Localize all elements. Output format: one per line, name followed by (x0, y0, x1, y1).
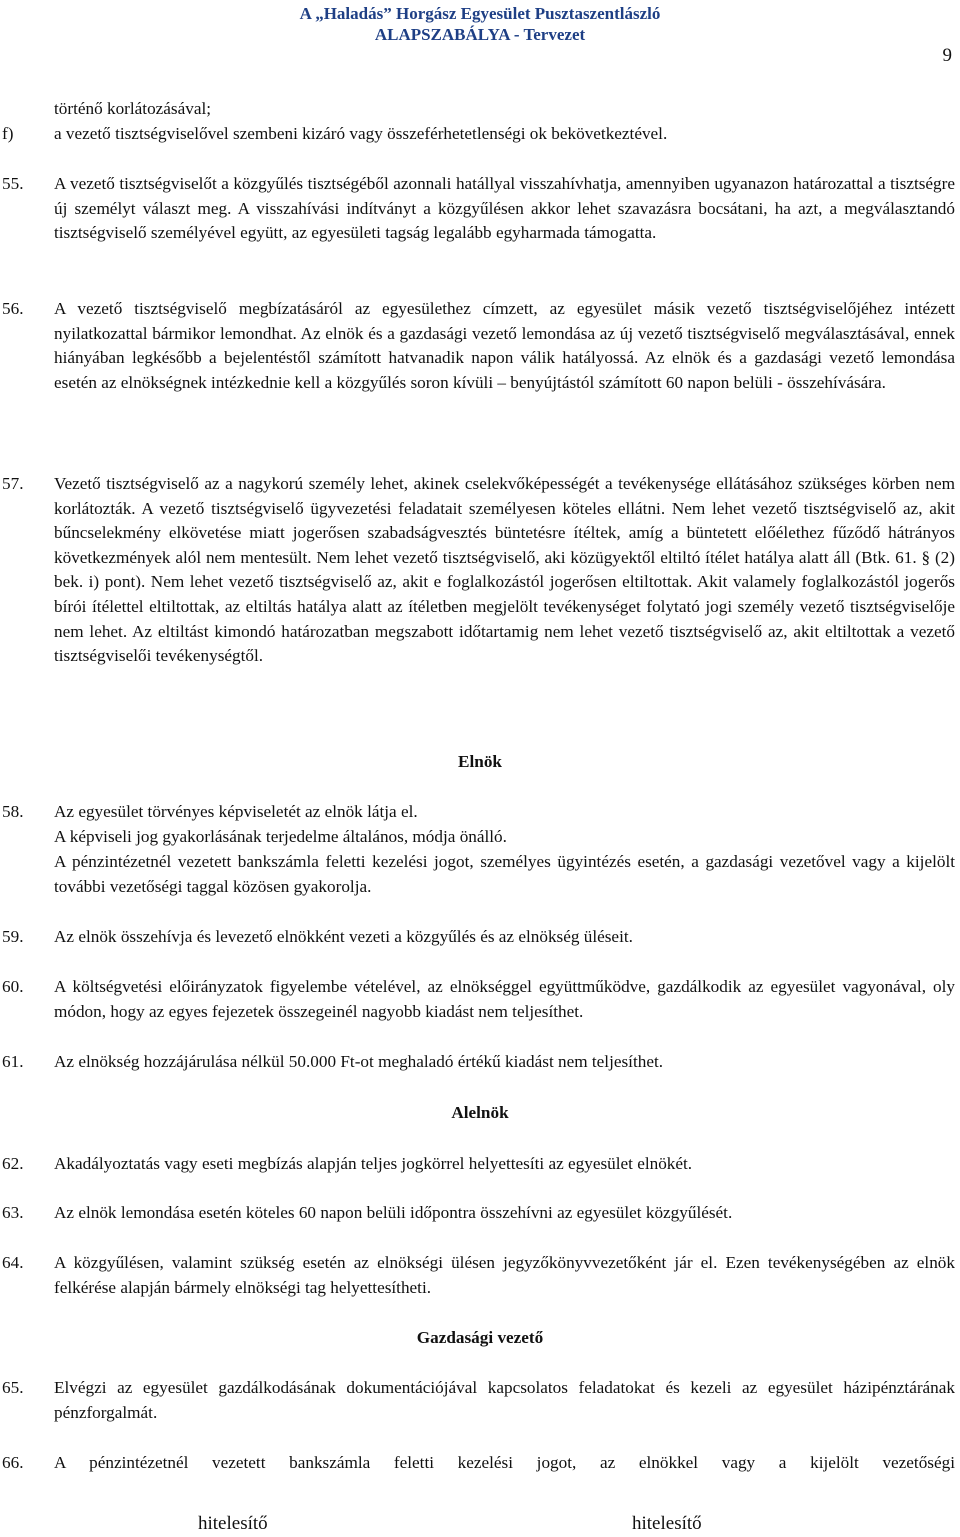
item-number: 61. (2, 1052, 24, 1071)
item-text: A pénzintézetnél vezetett bankszámla feletti kezelési jogot, az elnökkel vagy a kijelölt vezetőségi (54, 1453, 955, 1472)
paragraph-55 (0, 172, 955, 246)
section-heading-elnok: Elnök (458, 752, 502, 771)
item-text: történő korlátozásával; (54, 99, 212, 118)
item-text: a vezető tisztségviselővel szembeni kizáró vagy összeférhetetlenségi ok bekövetkeztével. (54, 124, 668, 143)
paragraph-65 (0, 1376, 955, 1425)
paragraph-60 (0, 975, 955, 1024)
document-header (0, 3, 960, 45)
list-item-continuation (54, 97, 955, 122)
item-text: Az elnök összehívja és levezető elnökként vezeti a közgyűlés és az elnökség üléseit. (54, 927, 633, 946)
item-number: 63. (2, 1203, 24, 1222)
signature-left: hitelesítő (198, 1513, 268, 1534)
paragraph-57 (0, 472, 955, 669)
paragraph-56 (0, 297, 955, 395)
paragraph-58 (0, 800, 955, 825)
item-number: f) (2, 124, 14, 143)
list-item-f (0, 122, 955, 147)
item-number: 64. (2, 1253, 24, 1272)
paragraph-62 (0, 1152, 955, 1177)
item-number: 60. (2, 977, 24, 996)
paragraph-59 (0, 925, 955, 950)
item-number: 59. (2, 927, 24, 946)
paragraph-64 (0, 1251, 955, 1300)
item-text: Vezető tisztségviselő az a nagykorú személy lehet, akinek cselekvőképességét a tevékenysége ellátásához szükséges körben nem korlátozták. A vezető tisztségviselő ügyvezetési feladatait személyesen köteles ellátni. Nem lehet vezető tisztségviselő az, akit bűncselekmény elkövetése miatt jogerősen szabadságvesztés büntetésre ítéltek, amíg a büntetett előélethez fűződő hátrányos következmények alól nem mentesült. Nem lehet vezető tisztségviselő, aki közügyektől eltiltó ítélet hatálya alatt áll (Btk. 61. § (2) bek. i) pont). Nem lehet vezető tisztségviselő az, akit e foglalkozástól jogerősen eltiltottak. Akit valamely foglalkozástól jogerős bírói ítélettel eltiltottak, az eltiltás hatálya alatt az ítéletben megjelölt tevékenységet folytató jogi személy vezető tisztségviselője nem lehet. Az eltiltást kimondó határozatban megszabott időtartamig nem lehet vezető tisztségviselő az, akit eltiltottak a vezető tisztségviselői tevékenységtől. (54, 474, 955, 666)
item-text: A képviseli jog gyakorlásának terjedelme általános, módja önálló. (54, 827, 507, 846)
paragraph-66 (0, 1451, 955, 1476)
item-text: Elvégzi az egyesület gazdálkodásának dokumentációjával kapcsolatos feladatokat és kezeli az egyesület házipénztárának pénzforgalmát. (54, 1378, 955, 1422)
item-text: A vezető tisztségviselőt a közgyűlés tisztségéből azonnali hatállyal visszahívhatja, amennyiben ugyanazon határozattal a tisztségre új személyt választ meg. A visszahívási indítványt a közgyűlésen akkor lehet szavazásra bocsátani, ha azt, a megválasztandó tisztségviselő személyével együtt, az egyesületi tagság legalább egyharmada támogatta. (54, 174, 955, 243)
item-number: 58. (2, 802, 24, 821)
item-number: 66. (2, 1453, 24, 1472)
item-text: Az egyesület törvényes képviseletét az elnök látja el. (54, 802, 418, 821)
item-text: Az elnök lemondása esetén köteles 60 napon belüli időpontra összehívni az egyesület közgyűlését. (54, 1203, 733, 1222)
paragraph-63 (0, 1201, 955, 1226)
item-text: A pénzintézetnél vezetett bankszámla feletti kezelési jogot, személyes ügyintézés esetén, a gazdasági vezetővel vagy a kijelölt további vezetőségi taggal közösen gyakorolja. (54, 852, 955, 896)
signature-right: hitelesítő (632, 1513, 702, 1534)
item-text: Akadályoztatás vagy eseti megbízás alapján teljes jogkörrel helyettesíti az egyesület elnökét. (54, 1154, 693, 1173)
paragraph-58-line-2 (54, 825, 955, 850)
item-number: 56. (2, 299, 24, 318)
item-number: 62. (2, 1154, 24, 1173)
header-subtitle: ALAPSZABÁLYA - Tervezet (374, 25, 586, 44)
page-number: 9 (942, 45, 952, 66)
item-text: A közgyűlésen, valamint szükség esetén az elnökségi ülésen jegyzőkönyvvezetőként jár el. Ezen tevékenységében az elnök felkérése alapján bármely elnökségi tag helyettesítheti. (54, 1253, 955, 1297)
item-text: Az elnökség hozzájárulása nélkül 50.000 Ft-ot meghaladó értékű kiadást nem teljesíthet. (54, 1052, 664, 1071)
item-text: A vezető tisztségviselő megbízatásáról az egyesülethez címzett, az egyesület másik vezető tisztségviselőjéhez intézett nyilatkozattal bármikor lemondhat. Az elnök és a gazdasági vezető lemondása az új vezető tisztségviselő megválasztásával, ennek hiányában legkésőbb a bejelentéstől számított hatvanadik napon válik hatályossá. Az elnök és a gazdasági vezető lemondása esetén az elnökségnek intézkednie kell a közgyűlés soron kívüli – benyújtástól számított 60 napon belüli - összehívására. (54, 299, 955, 392)
header-title: A „Haladás” Horgász Egyesület Pusztaszentlászló (299, 4, 661, 23)
section-heading-alelnok: Alelnök (451, 1103, 509, 1122)
item-number: 65. (2, 1378, 24, 1397)
section-heading-gazdasagi-vezeto: Gazdasági vezető (416, 1328, 544, 1347)
item-number: 55. (2, 174, 24, 193)
item-text: A költségvetési előirányzatok figyelembe vételével, az elnökséggel együttműködve, gazdálkodik az egyesület vagyonával, oly módon, hogy az egyes fejezetek összegeinél nagyobb kiadást nem teljesíthet. (54, 977, 955, 1021)
paragraph-61 (0, 1050, 955, 1075)
paragraph-58-line-3 (54, 850, 955, 899)
item-number: 57. (2, 474, 24, 493)
